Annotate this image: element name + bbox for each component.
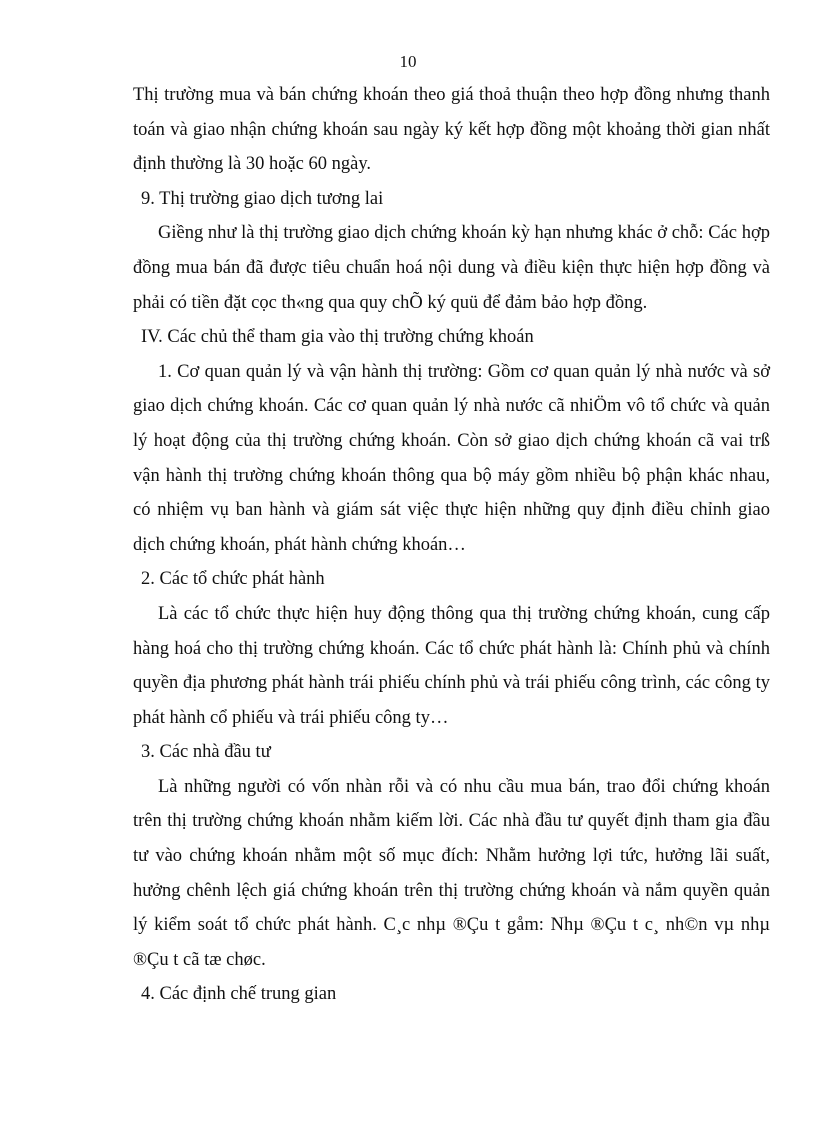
paragraph-forward-market: Thị trường mua và bán chứng khoán theo giá thoả thuận theo hợp đồng nhưng thanh toán và giao nhận chứng khoán sau ngày ký kết hợp đồng một khoảng thời gian nhất định thường là 30 hoặc 60 ngày. — [133, 85, 770, 175]
heading-futures-market: 9. Thị trường giao dịch tương lai — [141, 188, 384, 209]
paragraph-investors: Là những người có vốn nhàn rỗi và có nhu cầu mua bán, trao đổi chứng khoán trên thị trường chứng khoán nhằm kiếm lời. Các nhà đầu tư quyết định tham gia đầu tư vào chứng khoán nhằm một số mục đích: Nhằm hưởng lợi tức, hưởng lãi suất, hưởng chênh lệch giá chứng khoán trên thị trường chứng khoán và nắm quyền quản lý kiểm soát tổ chức phát hành. C¸c nhµ ®Çu t gåm: Nhµ ®Çu t c¸ nh©n vµ nhµ ®Çu t cã tæ chøc. — [133, 776, 770, 970]
heading-issuers: 2. Các tổ chức phát hành — [141, 569, 325, 590]
page-number: 10 — [399, 52, 417, 71]
heading-investors: 3. Các nhà đầu tư — [141, 742, 271, 763]
heading-intermediaries: 4. Các định chế trung gian — [141, 984, 337, 1005]
heading-market-participants: IV. Các chủ thể tham gia vào thị trường chứng khoán — [141, 327, 534, 348]
paragraph-issuers: Là các tổ chức thực hiện huy động thông qua thị trường chứng khoán, cung cấp hàng hoá cho thị trường chứng khoán. Các tổ chức phát hành là: Chính phủ và chính quyền địa phương phát hành trái phiếu chính phủ và trái phiếu công trình, các công ty phát hành cổ phiếu và trái phiếu công ty… — [133, 603, 770, 728]
paragraph-futures-market: Giềng như là thị trường giao dịch chứng khoán kỳ hạn nhưng khác ở chỗ: Các hợp đồng mua bán đã được tiêu chuẩn hoá nội dung và điều kiện thực hiện hợp đồng và phải có tiền đặt cọc th«ng qua quy chÕ ký quü để đảm bảo hợp đồng. — [133, 223, 770, 313]
paragraph-regulators: 1. Cơ quan quản lý và vận hành thị trường: Gồm cơ quan quản lý nhà nước và sở giao dịch chứng khoán. Các cơ quan quản lý nhà nước cã nhiÖm vô tổ chức và quản lý hoạt động của thị trường chứng khoán. Còn sở giao dịch chứng khoán cã vai trß vận hành thị trường chứng khoán thông qua bộ máy gồm nhiều bộ phận khác nhau, có nhiệm vụ ban hành và giám sát việc thực hiện những quy định điều chỉnh giao dịch chứng khoán, phát hành chứng khoán… — [133, 361, 770, 555]
document-body — [133, 78, 770, 1012]
